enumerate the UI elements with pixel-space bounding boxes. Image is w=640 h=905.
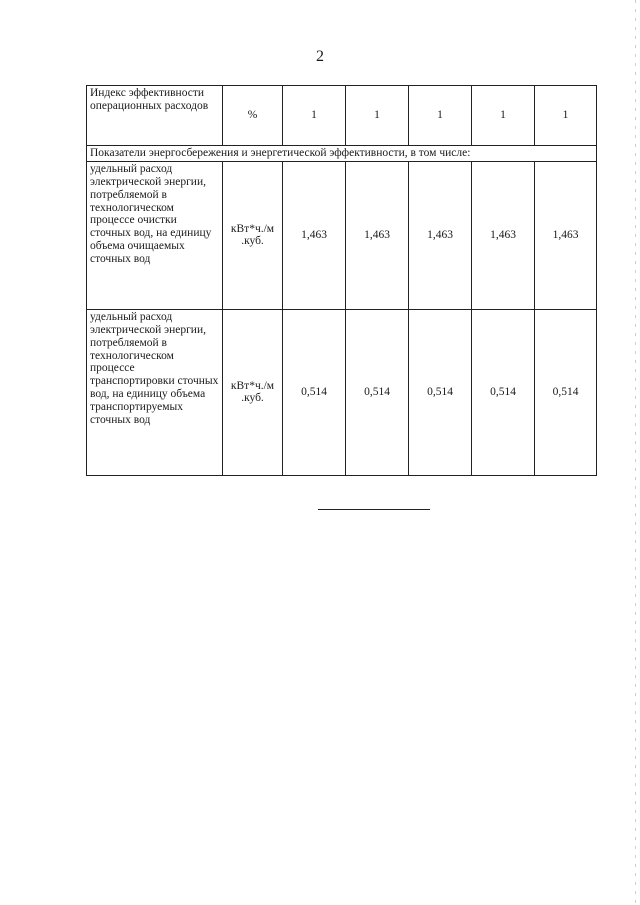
- table-row: [87, 86, 597, 146]
- value-cell: 1,463: [346, 161, 409, 309]
- unit-cell: кВт*ч./м .куб.: [223, 161, 283, 309]
- indicator-label: удельный расход электрической энергии, потребляемой в технологическом процессе транспортировки сточных вод, на единицу объема транспортируемых сточных вод: [87, 309, 223, 475]
- scan-edge-artifact: [635, 0, 636, 905]
- table-row: [87, 161, 597, 309]
- value-cell: 1: [472, 86, 535, 146]
- value-cell: 0,514: [346, 309, 409, 475]
- closing-rule: [318, 509, 430, 510]
- value-cell: 0,514: [535, 309, 597, 475]
- value-cell: 1,463: [472, 161, 535, 309]
- value-cell: 1: [409, 86, 472, 146]
- indicator-label: Индекс эффективности операционных расходов: [87, 86, 223, 146]
- value-cell: 0,514: [283, 309, 346, 475]
- value-cell: 1: [535, 86, 597, 146]
- section-row: [87, 146, 597, 162]
- indicators-table: [86, 85, 597, 476]
- unit-cell: кВт*ч./м .куб.: [223, 309, 283, 475]
- section-heading: Показатели энергосбережения и энергетической эффективности, в том числе:: [87, 146, 597, 162]
- value-cell: 1,463: [409, 161, 472, 309]
- table-row: [87, 309, 597, 475]
- value-cell: 1,463: [535, 161, 597, 309]
- value-cell: 1: [283, 86, 346, 146]
- page-number: 2: [316, 48, 324, 65]
- value-cell: 0,514: [472, 309, 535, 475]
- indicator-label: удельный расход электрической энергии, потребляемой в технологическом процессе очистки сточных вод, на единицу объема очищаемых сточных вод: [87, 161, 223, 309]
- value-cell: 1: [346, 86, 409, 146]
- value-cell: 0,514: [409, 309, 472, 475]
- unit-cell: %: [223, 86, 283, 146]
- value-cell: 1,463: [283, 161, 346, 309]
